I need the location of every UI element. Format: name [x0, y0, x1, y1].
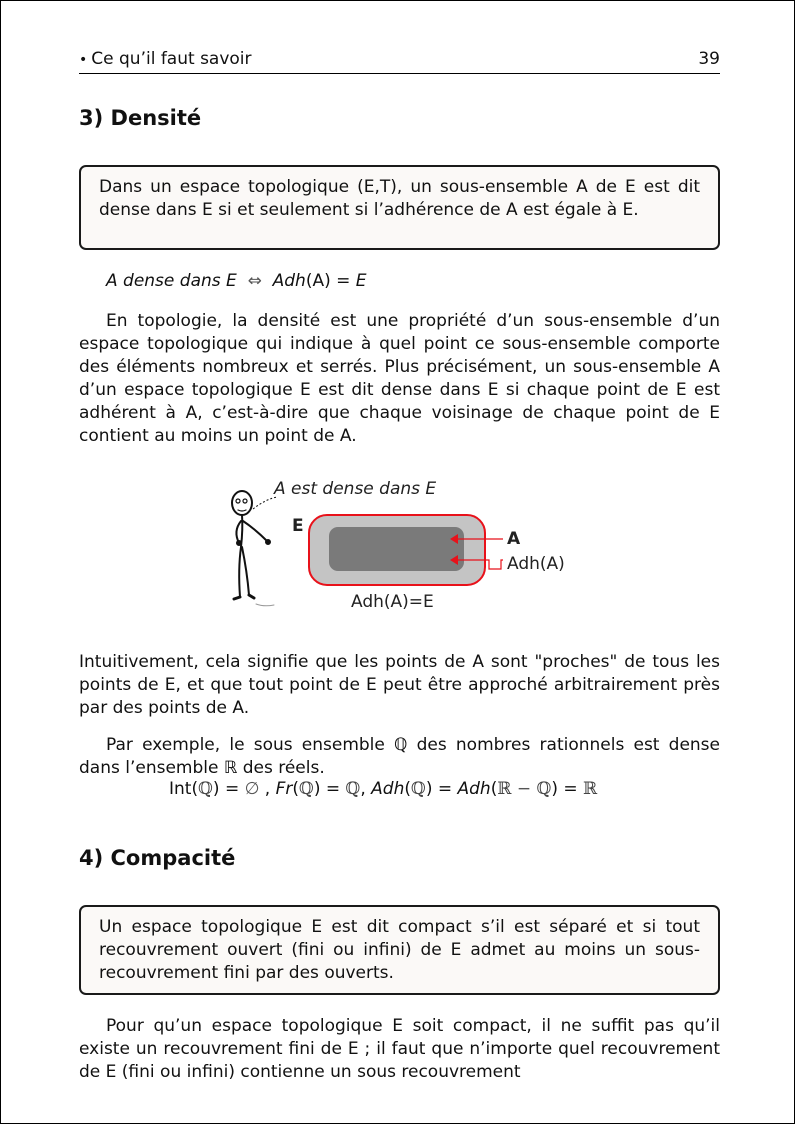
definition-box-density [79, 165, 720, 250]
minus-symbol: − [511, 779, 537, 799]
figure-caption: A est dense dans E [274, 479, 437, 499]
formula-text: ) = [313, 779, 346, 799]
density-paragraph: En topologie, la densité est une propriété d’un sous-ensemble d’un espace topologique qui indique à quel point ce sous-ensemble comporte des éléments nombreux et serrés. Plus précisément, un sous-ensemble A d’un espace topologique E est dit dense dans E si chaque point de E est adhérent à A, c’est-à-dire que chaque voisinage de chaque point de E contient au moins un point de A. [79, 311, 720, 446]
figure-label-adh-equals-E: Adh(A)=E [351, 592, 434, 612]
formula-adh: Adh [371, 779, 405, 799]
bullet-icon: • [79, 52, 88, 68]
formula-int: Int( [169, 779, 199, 799]
formula-text: ( [292, 779, 300, 799]
formula-text: ) = [425, 779, 458, 799]
stick-figure-icon [232, 491, 274, 606]
density-figure [221, 469, 581, 619]
formula-adh: Adh [272, 271, 306, 291]
formula-text: ( [404, 779, 412, 799]
figure-label-A: A [507, 529, 521, 549]
formula-lhs: A dense dans E [106, 271, 237, 291]
definition-text-compactness: Un espace topologique E est dit compact s’il est séparé et si tout recouvrement ouvert (fini ou infini) de E admet au moins un sous-recouvrement fini par des ouverts. [99, 917, 700, 983]
symbol-Q: ℚ [411, 779, 426, 799]
section-title-compactness: 4) Compacité [79, 846, 236, 870]
formula-text: ) = [212, 779, 245, 799]
symbol-Q: ℚ [198, 779, 213, 799]
formula-text: , [360, 779, 372, 799]
example-formula [169, 779, 597, 799]
symbol-R: ℝ [583, 779, 598, 799]
formula-text: ( [490, 779, 498, 799]
equivalence-symbol: ⇔ [247, 271, 262, 291]
formula-text: , [259, 779, 276, 799]
example-paragraph: Par exemple, le sous ensemble ℚ des nombres rationnels est dense dans l’ensemble ℝ des réels. [79, 735, 720, 778]
formula-rhs: E [355, 271, 367, 291]
formula-arg: (A) = [305, 271, 356, 291]
header-section-title: Ce qu’il faut savoir [91, 49, 252, 69]
section-title-density: 3) Densité [79, 106, 202, 130]
formula-adh: Adh [457, 779, 491, 799]
symbol-R: ℝ [497, 779, 512, 799]
formula-text: ) = [551, 779, 584, 799]
symbol-Q: ℚ [345, 779, 361, 799]
symbol-Q: ℚ [536, 779, 552, 799]
density-formula [106, 271, 367, 291]
definition-text-density: Dans un espace topologique (E,T), un sous-ensemble A de E est dit dense dans E si et seulement si l’adhérence de A est égale à E. [99, 177, 700, 220]
formula-fr: Fr [275, 779, 293, 799]
figure-label-adh-A: Adh(A) [507, 554, 565, 574]
symbol-Q: ℚ [299, 779, 314, 799]
page-header [79, 49, 720, 74]
definition-box-compactness [79, 905, 720, 995]
page-number: 39 [698, 49, 720, 69]
intuition-paragraph: Intuitivement, cela signifie que les points de A sont "proches" de tous les points de E, et que tout point de E peut être approché arbitrairement près par des points de A. [79, 652, 720, 718]
density-illustration [221, 469, 581, 619]
empty-set-symbol: ∅ [244, 779, 260, 799]
figure-label-E: E [292, 516, 304, 536]
set-A-region [329, 527, 464, 571]
header-section [79, 49, 252, 69]
compactness-paragraph: Pour qu’un espace topologique E soit compact, il ne suffit pas qu’il existe un recouvrement fini de E ; il faut que n’importe quel recouvrement de E (fini ou infini) contienne un sous recouvrement [79, 1016, 720, 1082]
